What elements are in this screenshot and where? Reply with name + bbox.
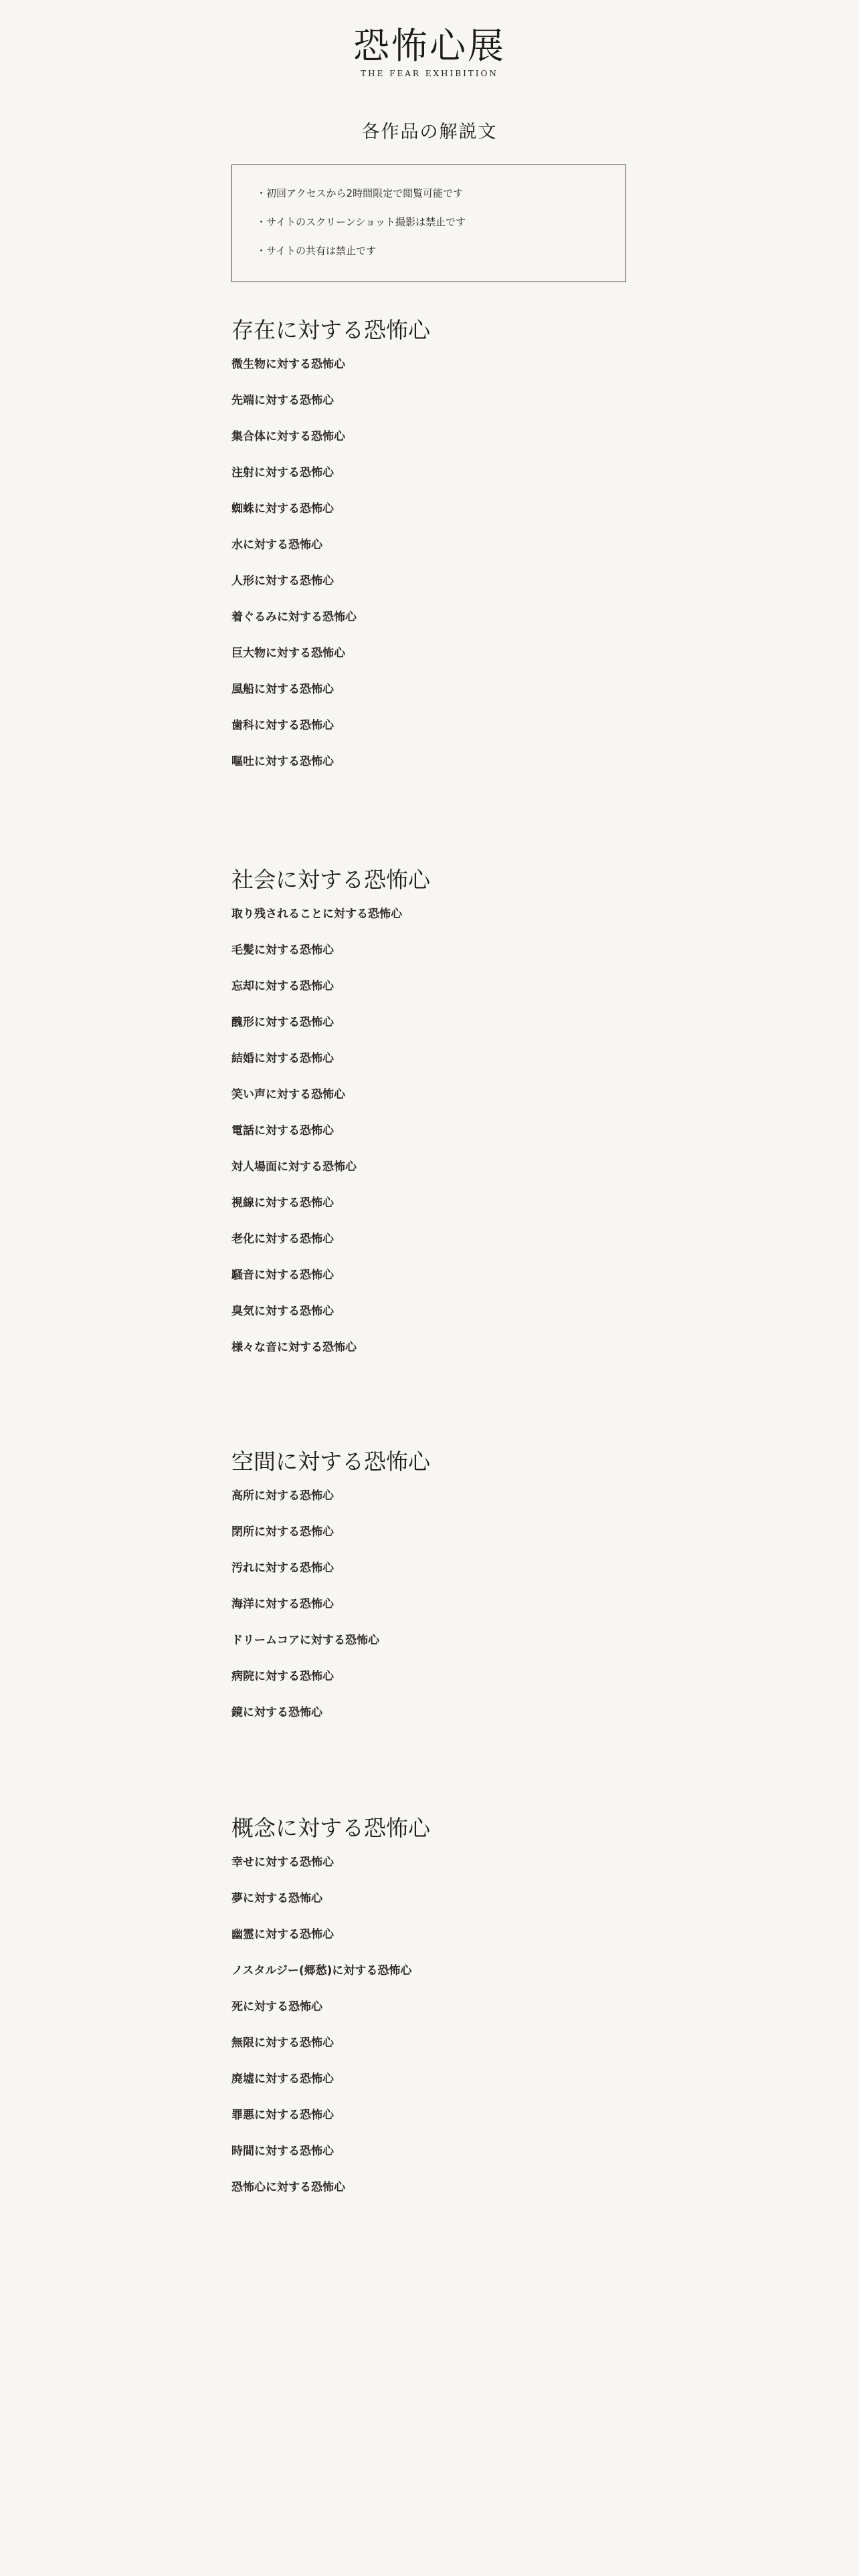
list-item[interactable]: 時間に対する恐怖心	[231, 2145, 334, 2158]
notice-item: ・サイトのスクリーンショット撮影は禁止です	[256, 216, 466, 228]
section-title: 空間に対する恐怖心	[231, 1448, 430, 1475]
list-item[interactable]: 夢に対する恐怖心	[231, 1892, 322, 1905]
list-item[interactable]: ノスタルジー(郷愁)に対する恐怖心	[231, 1964, 412, 1977]
list-item[interactable]: 様々な音に対する恐怖心	[231, 1341, 357, 1354]
logo-title: 恐怖心展	[353, 25, 506, 67]
page-title: 各作品の解説文	[361, 122, 498, 142]
list-item[interactable]: 視線に対する恐怖心	[231, 1196, 334, 1210]
item-list	[231, 1855, 633, 2216]
list-item[interactable]: 巨大物に対する恐怖心	[231, 647, 345, 660]
list-item[interactable]: 鏡に対する恐怖心	[231, 1706, 322, 1719]
list-item[interactable]: 水に対する恐怖心	[231, 538, 322, 552]
list-item[interactable]: 取り残されることに対する恐怖心	[231, 907, 402, 921]
list-item[interactable]: 蜘蛛に対する恐怖心	[231, 502, 334, 516]
list-item[interactable]: 嘔吐に対する恐怖心	[231, 755, 334, 768]
item-list	[231, 357, 633, 790]
section-space	[231, 1447, 633, 1741]
list-item[interactable]: 幽霊に対する恐怖心	[231, 1928, 334, 1941]
list-item[interactable]: 対人場面に対する恐怖心	[231, 1160, 357, 1174]
list-item[interactable]: 笑い声に対する恐怖心	[231, 1088, 345, 1101]
section-society	[231, 865, 633, 1376]
list-item[interactable]: 集合体に対する恐怖心	[231, 430, 345, 443]
notice-box	[231, 165, 626, 282]
list-item[interactable]: 病院に対する恐怖心	[231, 1670, 334, 1683]
list-item[interactable]: 恐怖心に対する恐怖心	[231, 2181, 345, 2194]
list-item[interactable]: 醜形に対する恐怖心	[231, 1016, 334, 1029]
list-item[interactable]: 先端に対する恐怖心	[231, 394, 334, 407]
section-title: 存在に対する恐怖心	[231, 317, 430, 343]
item-list	[231, 1489, 633, 1741]
list-item[interactable]: 無限に対する恐怖心	[231, 2036, 334, 2050]
list-item[interactable]: 臭気に対する恐怖心	[231, 1305, 334, 1318]
section-existence	[231, 316, 633, 790]
list-item[interactable]: 幸せに対する恐怖心	[231, 1856, 334, 1869]
logo-subtitle: THE FEAR EXHIBITION	[361, 69, 498, 78]
section-title: 社会に対する恐怖心	[231, 867, 430, 893]
list-item[interactable]: 結婚に対する恐怖心	[231, 1052, 334, 1065]
list-item[interactable]: 忘却に対する恐怖心	[231, 980, 334, 993]
list-item[interactable]: 人形に対する恐怖心	[231, 574, 334, 588]
list-item[interactable]: 風船に対する恐怖心	[231, 683, 334, 696]
list-item[interactable]: 歯科に対する恐怖心	[231, 719, 334, 732]
list-item[interactable]: 微生物に対する恐怖心	[231, 358, 345, 371]
list-item[interactable]: 汚れに対する恐怖心	[231, 1562, 334, 1575]
list-item[interactable]: ドリームコアに対する恐怖心	[231, 1634, 379, 1647]
section-title: 概念に対する恐怖心	[231, 1815, 430, 1841]
list-item[interactable]: 廃墟に対する恐怖心	[231, 2072, 334, 2086]
list-item[interactable]: 電話に対する恐怖心	[231, 1124, 334, 1138]
item-list	[231, 907, 633, 1376]
notice-item: ・初回アクセスから2時間限定で閲覧可能です	[256, 187, 464, 199]
list-item[interactable]: 騒音に対する恐怖心	[231, 1269, 334, 1282]
list-item[interactable]: 毛髪に対する恐怖心	[231, 944, 334, 957]
list-item[interactable]: 着ぐるみに対する恐怖心	[231, 611, 357, 624]
list-item[interactable]: 注射に対する恐怖心	[231, 466, 334, 479]
list-item[interactable]: 海洋に対する恐怖心	[231, 1598, 334, 1611]
list-item[interactable]: 高所に対する恐怖心	[231, 1489, 334, 1503]
section-concept	[231, 1814, 633, 2216]
list-item[interactable]: 死に対する恐怖心	[231, 2000, 322, 2014]
notice-item: ・サイトの共有は禁止です	[256, 245, 376, 257]
list-item[interactable]: 閉所に対する恐怖心	[231, 1525, 334, 1539]
list-item[interactable]: 罪悪に対する恐怖心	[231, 2109, 334, 2122]
site-logo[interactable]	[0, 25, 859, 79]
list-item[interactable]: 老化に対する恐怖心	[231, 1232, 334, 1246]
